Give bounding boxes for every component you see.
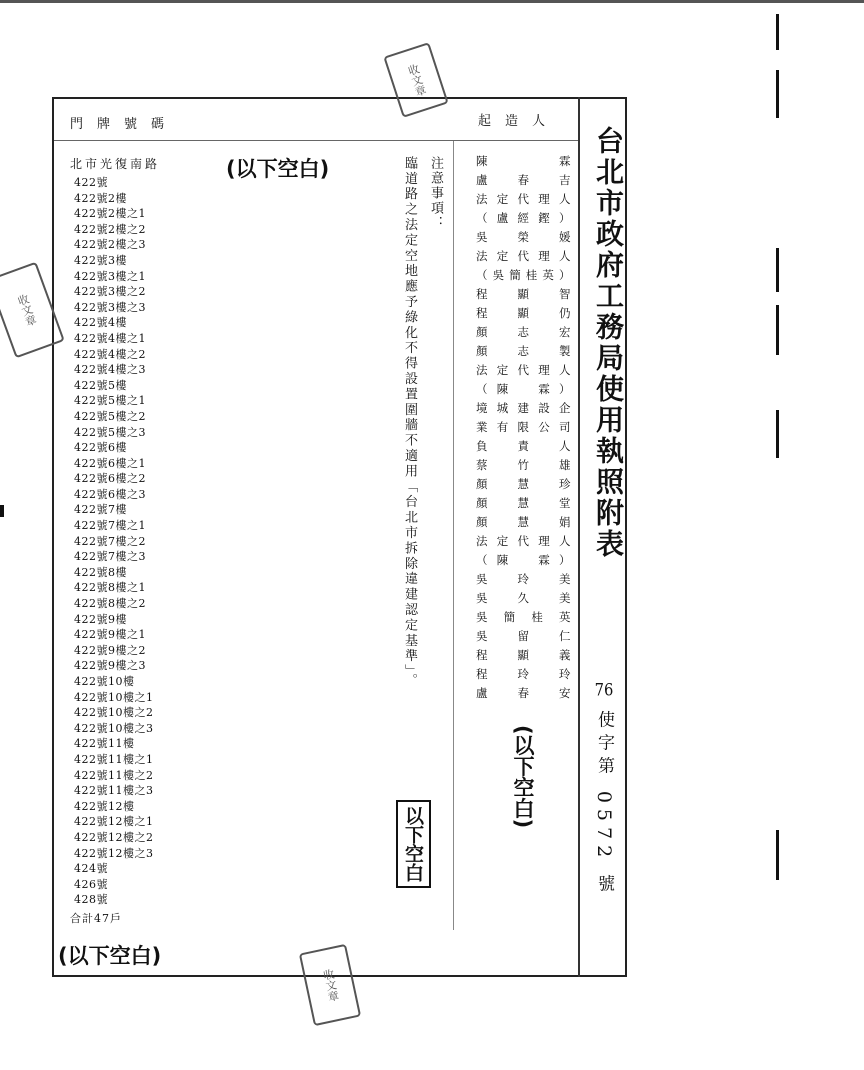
applicant-line: 負責人: [476, 439, 572, 453]
applicant-line: 程 玲 玲: [476, 667, 572, 681]
notes-title: 注意事項：: [428, 156, 443, 231]
doorplate-total: 合計47戶: [70, 911, 122, 925]
doorplate-item: 422號11樓之3: [74, 784, 154, 798]
applicant-line: （陳 霖）: [476, 382, 572, 396]
edge-mark-4: [776, 305, 779, 355]
doorplate-item: 422號12樓: [74, 799, 135, 813]
doorplate-item: 422號7樓之1: [74, 519, 146, 533]
applicant-line: 法定代理人: [476, 249, 572, 263]
applicant-list: [476, 152, 572, 703]
doorplate-item: 422號4樓之2: [74, 347, 146, 361]
doorplate-items: [70, 175, 220, 908]
applicant-line: 顏 志 製: [476, 344, 572, 358]
applicant-line: 業有限公司: [476, 420, 572, 434]
seal-stamp-left-text: 收文章: [14, 292, 39, 328]
doorplate-item: 422號2樓之1: [74, 207, 146, 221]
applicant-line: 顏 慧 堂: [476, 496, 572, 510]
applicant-line: 吳簡桂英: [476, 610, 572, 624]
doorplate-item: 422號4樓之1: [74, 331, 146, 345]
license-no: 0572: [593, 790, 615, 864]
doorplate-blank-mark: (以下空白): [58, 944, 162, 968]
doorplate-header: 門牌號碼: [70, 117, 179, 132]
doorplate-item: 422號8樓: [74, 565, 127, 579]
license-prefix: 使字第: [594, 710, 614, 780]
doorplate-item: 422號4樓之3: [74, 363, 146, 377]
doorplate-item: 422號7樓之2: [74, 534, 146, 548]
doorplate-item: 422號11樓之1: [74, 752, 154, 766]
doorplate-item: 422號6樓之1: [74, 456, 146, 470]
doorplate-item: 422號12樓之2: [74, 830, 154, 844]
applicant-line: 盧 春 吉: [476, 173, 572, 187]
license-year: 76: [594, 682, 614, 699]
edge-mark-3: [776, 248, 779, 292]
divider-title-column: [578, 97, 580, 977]
doorplate-item: 424號: [74, 862, 108, 876]
doorplate-item: 422號11樓之2: [74, 768, 154, 782]
doorplate-item: 422號3樓之2: [74, 285, 146, 299]
doorplate-item: 422號11樓: [74, 737, 135, 751]
applicant-line: （陳 霖）: [476, 553, 572, 567]
applicant-line: 顏 志 宏: [476, 325, 572, 339]
applicant-line: 吳 玲 美: [476, 572, 572, 586]
doorplate-item: 422號5樓之2: [74, 409, 146, 423]
doorplate-item: 422號6樓之3: [74, 487, 146, 501]
applicant-line: 法定代理人: [476, 192, 572, 206]
applicant-line: 法定代理人: [476, 534, 572, 548]
applicant-line: 程 顯 義: [476, 648, 572, 662]
applicant-line: 顏 慧 娟: [476, 515, 572, 529]
edge-mark-7: [0, 505, 4, 517]
doorplate-item: 422號9樓之3: [74, 659, 146, 673]
doorplate-item: 422號7樓之3: [74, 550, 146, 564]
edge-mark-1: [776, 14, 779, 50]
divider-notes-column: [453, 140, 454, 930]
doorplate-item: 422號9樓: [74, 612, 127, 626]
doorplate-item: 426號: [74, 877, 108, 891]
doorplate-item: 422號2樓之2: [74, 222, 146, 236]
applicant-line: 吳 久 美: [476, 591, 572, 605]
doorplate-item: 422號12樓之3: [74, 846, 154, 860]
seal-stamp-bottom-text: 收文章: [320, 967, 341, 1003]
doorplate-item: 422號3樓之1: [74, 269, 146, 283]
notes-blank-mark: 以下空白: [396, 800, 431, 888]
applicants-header: 起造人: [478, 114, 560, 129]
license-suffix: 號: [594, 874, 614, 898]
applicant-line: 法定代理人: [476, 363, 572, 377]
doorplate-item: 422號6樓: [74, 441, 127, 455]
doorplate-item: 422號8樓之1: [74, 581, 146, 595]
doorplate-list: [70, 155, 220, 926]
doorplate-item: 422號4樓: [74, 316, 127, 330]
applicant-line: 程 顯 仍: [476, 306, 572, 320]
applicants-blank-mark: (以下空白): [511, 725, 535, 829]
doorplate-item: 422號9樓之1: [74, 628, 146, 642]
edge-mark-2: [776, 70, 779, 118]
doorplate-item: 422號12樓之1: [74, 815, 154, 829]
doorplate-item: 422號8樓之2: [74, 597, 146, 611]
doorplate-item: 422號5樓: [74, 378, 127, 392]
header-underline: [54, 140, 578, 141]
doorplate-item: 422號5樓之1: [74, 394, 146, 408]
applicant-line: 蔡 竹 雄: [476, 458, 572, 472]
doorplate-item: 422號9樓之2: [74, 643, 146, 657]
doorplate-item: 422號10樓之3: [74, 721, 154, 735]
applicant-line: 程 顯 智: [476, 287, 572, 301]
notes-blank-mark-top: (以下空白): [226, 157, 330, 181]
scan-top-edge: [0, 0, 864, 3]
applicant-line: 境城建設企: [476, 401, 572, 415]
doorplate-item: 422號2樓: [74, 191, 127, 205]
notes-text: 臨道路之法定空地應予綠化不得設置圍牆不適用「台北市拆除違建認定基準」。: [402, 156, 417, 689]
edge-mark-5: [776, 410, 779, 458]
applicant-line: （吳簡桂英）: [476, 268, 572, 282]
applicant-line: 陳 霖: [476, 154, 572, 168]
seal-stamp-top-text: 收文章: [405, 62, 428, 98]
applicant-line: 吳 榮 媛: [476, 230, 572, 244]
applicant-line: 顏 慧 珍: [476, 477, 572, 491]
doorplate-item: 422號2樓之3: [74, 238, 146, 252]
doorplate-item: 422號5樓之3: [74, 425, 146, 439]
applicant-line: 盧 春 安: [476, 686, 572, 700]
doorplate-item: 422號10樓之2: [74, 706, 154, 720]
doorplate-item: 422號6樓之2: [74, 472, 146, 486]
doorplate-item: 422號10樓: [74, 675, 135, 688]
doorplate-item: 422號: [74, 176, 108, 189]
license-number: [592, 682, 617, 898]
doorplate-item: 428號: [74, 893, 108, 907]
doorplate-street: 北市光復南路: [70, 157, 161, 171]
applicant-line: 吳 留 仁: [476, 629, 572, 643]
doorplate-item: 422號7樓: [74, 503, 127, 517]
doorplate-item: 422號10樓之1: [74, 690, 154, 704]
applicant-line: （盧經鏗）: [476, 211, 572, 225]
doorplate-item: 422號3樓: [74, 253, 127, 267]
edge-mark-6: [776, 830, 779, 880]
doorplate-item: 422號3樓之3: [74, 300, 146, 314]
page-title: 台北市政府工務局使用執照附表: [592, 126, 625, 560]
